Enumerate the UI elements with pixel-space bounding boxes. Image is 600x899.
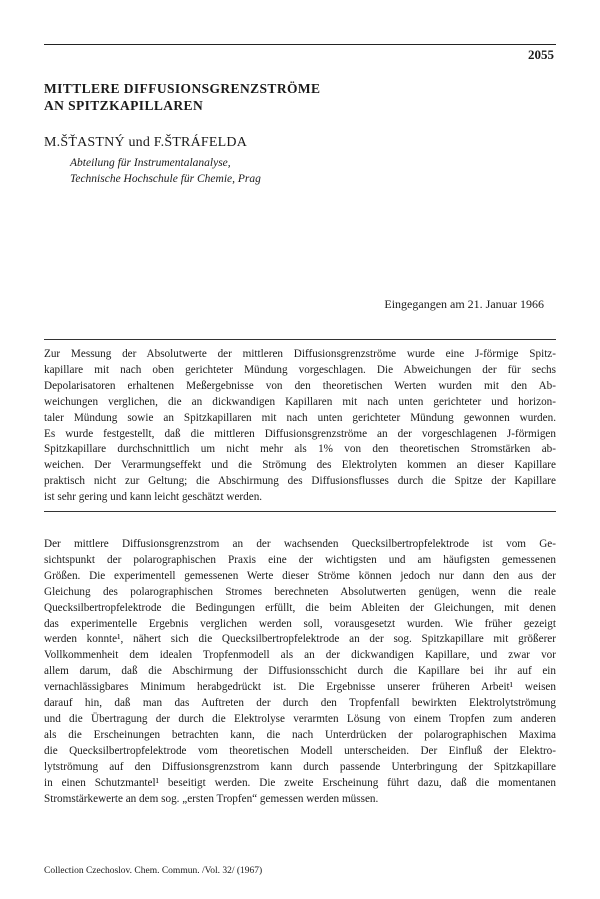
abstract-line: weichen. Der Verarmungseffekt und die Strömung des Elektrolyten kommen an dieser Kapillare [44,459,556,472]
title-line: AN SPITZKAPILLAREN [44,98,204,113]
body-line: in einen Schutzmantel¹ beseitigt werden. Die zweite Erscheinung führt dazu, daß die momentanen [44,776,556,789]
article-title [44,80,320,114]
abstract-bottom-rule [44,511,556,512]
body-paragraph [44,537,556,807]
body-line: Vollkommenheit dem idealen Tropfenmodell als an der dickwandigen Kapillare, und zwar vor [44,649,556,662]
body-line: vernachlässigbares Minimum herabgedrückt ist. Die Ergebnisse unserer früheren Arbeit¹ weisen [44,681,556,694]
body-line: werden konnte¹, nähert sich die Quecksilbertropfelektrode an der sog. Spitzkapillare mit größerer [44,633,556,646]
body-line: und die Übertragung der durch die Elektrolyse verarmten Lösung von einem Tropfen zum anderen [44,712,556,725]
body-line: Größen. Die experimentell gemessenen Werte dieser Ströme können jedoch nur dann den aus der [44,569,556,582]
body-line: Der mittlere Diffusionsgrenzstrom an der wachsenden Quecksilbertropfelektrode ist vom Ge- [44,538,556,550]
abstract-line: Es wurde festgestellt, daß die mittleren Diffusionsgrenzströme an der vorgeschlagenen J-förmigen [44,427,556,440]
abstract-top-rule [44,339,556,340]
affiliation-line: Technische Hochschule für Chemie, Prag [70,173,261,185]
body-line: das experimentelle Ergebnis verglichen werden soll, vorausgesetzt wurden. Wie früher gezeigt [44,617,556,630]
abstract-line: weichungen verglichen, die an dickwandigen Kapillaren mit nach unten gerichteter und horizon- [44,395,556,408]
received-date: Eingegangen am 21. Januar 1966 [384,297,544,311]
abstract [44,347,556,506]
body-line: darauf hin, daß man das Auftreten der durch den Tropfenfall bewirkten Elektrolytströmung [44,697,556,710]
affiliation [70,155,261,187]
body-line: die Quecksilbertropfelektrode vom theoretischen Modell unterscheiden. Der Einfluß der Elektro- [44,744,556,757]
body-line: als die Erscheinungen betrachten kann, die nach Unterdrücken der polarographischen Maxima [44,728,556,741]
body-line: lytströmung auf den Diffusionsgrenzstrom kann durch passende Unterbringung der Spitzkapillare [44,760,556,773]
page-number: 2055 [528,47,554,62]
abstract-line: Spitzkapillare durchschnittlich um nicht mehr als 1% von den theoretischen Stromstärken ab- [44,443,556,456]
journal-footer: Collection Czechoslov. Chem. Commun. /Vol. 32/ (1967) [44,866,263,876]
abstract-line: praktisch nicht zur Geltung; die Abschirmung des Diffusionsflusses durch die Spitze der Kapillare [44,475,556,488]
body-line: Gleichung des polarographischen Stromes berechneten Absolutwerten genügen, wenn die reale [44,585,556,598]
body-line: allem darum, daß die Abschirmung der Diffusionsschicht durch die Kapillare bei ihr auf ein [44,665,556,678]
body-line: Stromstärkewerte an dem sog. „ersten Tropfen“ gemessen werden müssen. [44,792,379,805]
affiliation-line: Abteilung für Instrumentalanalyse, [70,157,231,169]
header-rule [44,44,556,45]
abstract-line: ist sehr gering und kann leicht geschätzt werden. [44,491,263,504]
abstract-line: taler Mündung sowie an Spitzkapillaren mit nach unten gerichteter Mündung gewonnen wurden. [44,411,556,424]
title-line: MITTLERE DIFFUSIONSGRENZSTRÖME [44,81,321,96]
body-line: sichtspunkt der polarographischen Praxis eine der wichtigsten und am häufigsten gemessenen [44,553,556,566]
abstract-line: kapillare mit nach oben gerichteter Mündung vorgeschlagen. Die Abweichungen der für sechs [44,363,556,376]
authors: M.ŠŤASTNÝ und F.ŠTRÁFELDA [44,135,248,150]
abstract-line: Zur Messung der Absolutwerte der mittleren Diffusionsgrenzströme wurde eine J-förmige Spitz- [44,348,556,360]
abstract-line: Depolarisatoren erhaltenen Meßergebnisse von den theoretischen Werten wurden mit den Ab- [44,379,556,392]
body-line: Quecksilbertropfelektrode die Bedingungen erfüllt, die beim Ableiten der Gleichungen, mit denen [44,601,556,614]
